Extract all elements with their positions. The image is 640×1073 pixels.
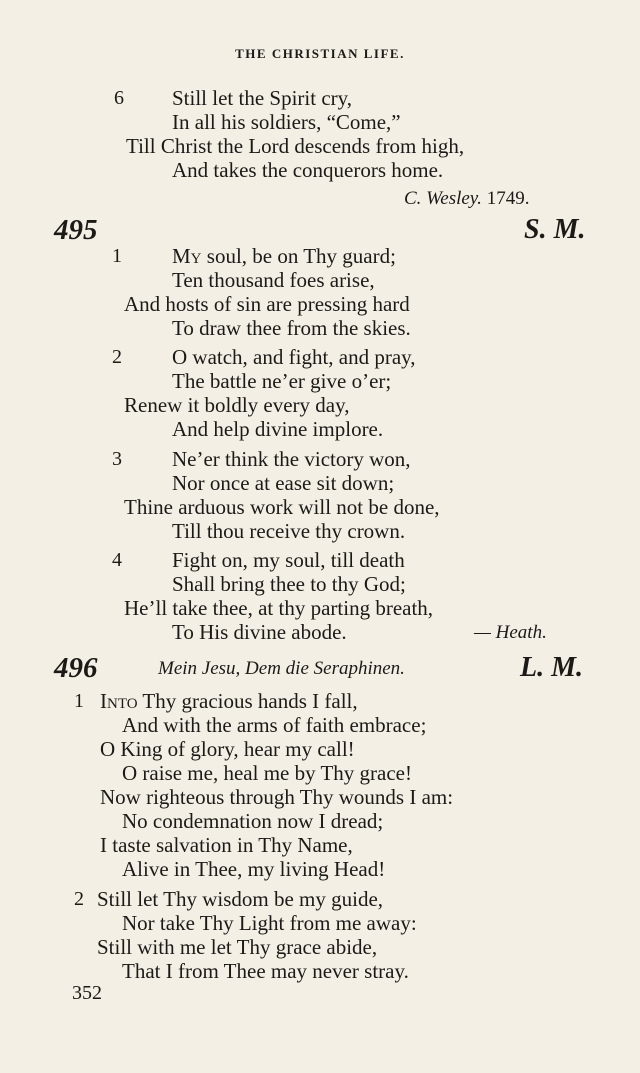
hymn-line: And hosts of sin are pressing hard — [124, 292, 410, 316]
stanza-number: 2 — [112, 346, 122, 368]
hymn-line: Still let Thy wisdom be my guide, — [97, 887, 384, 911]
hymn-line: The battle ne’er give o’er; — [172, 369, 392, 393]
stanza-number: 2 — [74, 888, 84, 910]
hymn-line: That I from Thee may never stray. — [122, 959, 409, 983]
hymn-line: I taste salvation in Thy Name, — [100, 833, 353, 857]
hymn-line: Nor once at ease sit down; — [172, 471, 395, 495]
stanza-number: 1 — [74, 690, 84, 712]
hymn-line: Shall bring thee to thy God; — [172, 572, 406, 596]
hymn-line: O watch, and fight, and pray, — [172, 345, 416, 369]
stanza-number: 6 — [114, 87, 124, 109]
hymn-line: Thine arduous work will not be done, — [124, 495, 440, 519]
hymn-line: My soul, be on Thy guard; — [172, 244, 396, 268]
hymn-line: Till Christ the Lord descends from high, — [126, 134, 465, 158]
hymn-line: To His divine abode. — [172, 620, 347, 644]
author-attribution: — Heath. — [474, 622, 547, 643]
author-attribution: C. Wesley. 1749. — [404, 188, 530, 209]
hymn-line: Renew it boldly every day, — [124, 393, 350, 417]
hymn-line: Ne’er think the victory won, — [172, 447, 411, 471]
hymn-line: And help divine implore. — [172, 417, 384, 441]
stanza-number: 1 — [112, 245, 122, 267]
hymn-number: 495 — [54, 214, 98, 246]
hymn-line: Into Thy gracious hands I fall, — [100, 689, 358, 713]
hymn-line: To draw thee from the skies. — [172, 316, 411, 340]
hymn-subtitle: Mein Jesu, Dem die Seraphinen. — [158, 658, 405, 679]
hymn-meter: L. M. — [520, 652, 583, 683]
hymn-line: He’ll take thee, at thy parting breath, — [124, 596, 434, 620]
hymn-meter: S. M. — [524, 214, 586, 245]
hymn-line: Still with me let Thy grace abide, — [97, 935, 378, 959]
hymn-line: Fight on, my soul, till death — [172, 548, 405, 572]
hymn-line: No condemnation now I dread; — [122, 809, 384, 833]
hymn-line: And with the arms of faith embrace; — [122, 713, 427, 737]
page-number: 352 — [72, 982, 102, 1004]
running-head: THE CHRISTIAN LIFE. — [235, 46, 405, 61]
hymn-line: Till thou receive thy crown. — [172, 519, 406, 543]
stanza-number: 4 — [112, 549, 122, 571]
stanza-number: 3 — [112, 448, 122, 470]
hymn-number: 496 — [54, 652, 98, 684]
hymn-line: Nor take Thy Light from me away: — [122, 911, 417, 935]
hymn-line: Still let the Spirit cry, — [172, 86, 353, 110]
hymn-line: And takes the conquerors home. — [172, 158, 444, 182]
hymn-line: In all his soldiers, “Come,” — [172, 110, 401, 134]
hymn-line: Alive in Thee, my living Head! — [122, 857, 386, 881]
hymn-line: Now righteous through Thy wounds I am: — [100, 785, 454, 809]
hymn-line: Ten thousand foes arise, — [172, 268, 375, 292]
hymn-line: O King of glory, hear my call! — [100, 737, 355, 761]
hymn-line: O raise me, heal me by Thy grace! — [122, 761, 412, 785]
